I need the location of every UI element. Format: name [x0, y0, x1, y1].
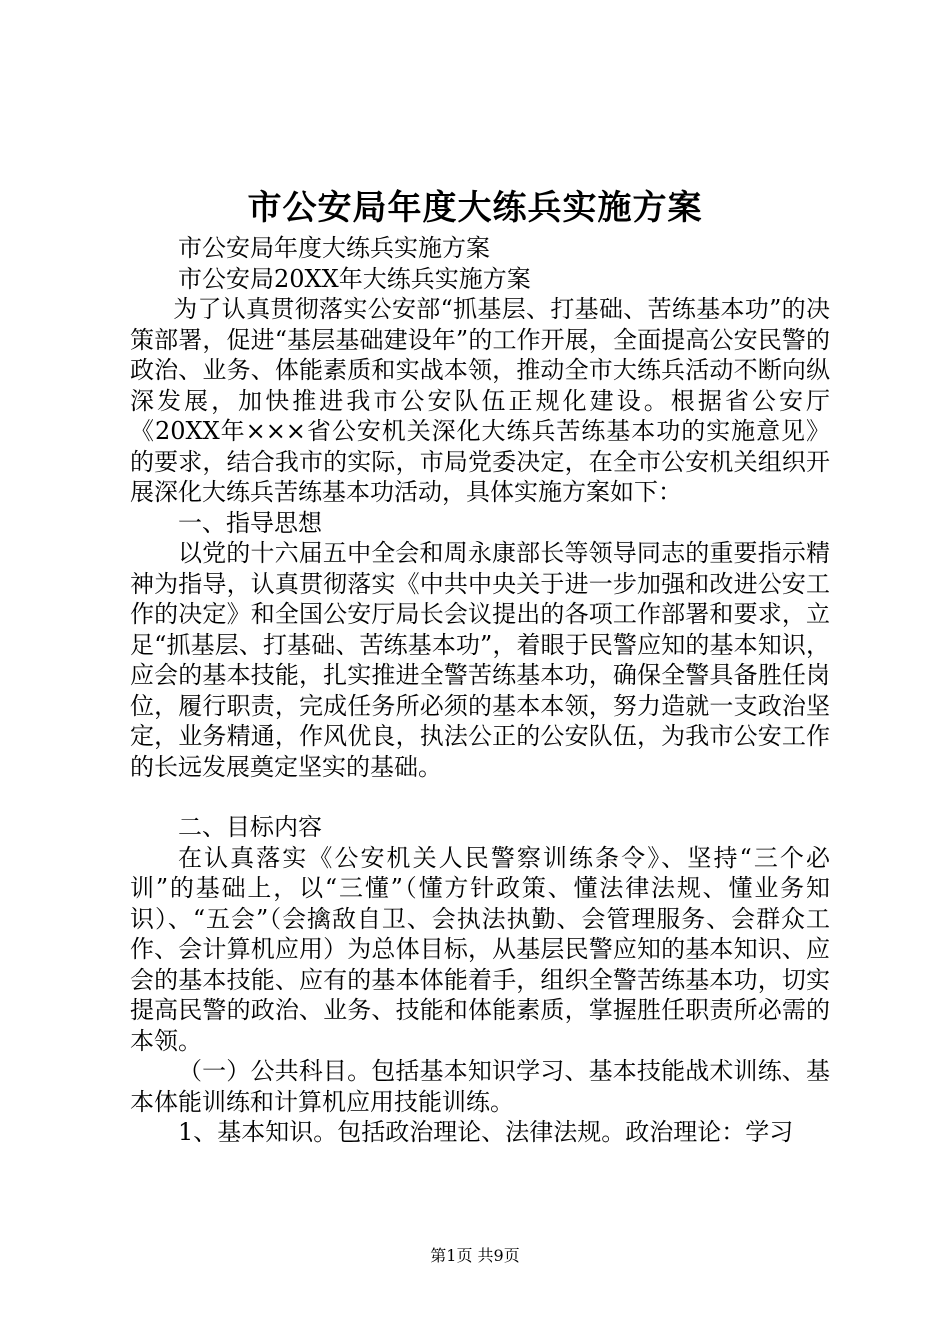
document-title: 市公安局年度大练兵实施方案 — [247, 188, 703, 228]
paragraph-basic-knowledge: 1、基本知识。包括政治理论、法律法规。政治理论：学习 — [178, 1118, 794, 1146]
page-number-footer: 第1页 共9页 — [430, 1246, 520, 1265]
paragraph-subtitle: 市公安局20XX年大练兵实施方案 — [178, 264, 531, 293]
paragraph-heading-repeat: 市公安局年度大练兵实施方案 — [178, 234, 490, 262]
paragraph-goals: 在认真落实《公安机关人民警察训练条令》、坚持“三个必训”的基础上，以“三懂”（懂方针政策、懂法律法规、懂业务知识）、“五会”（会擒敌自卫、会执法执勤、会管理服务、会群众工作、会计算机应用）为总体目标，从基层民警应知的基本知识、应会的基本技能、应有的基本体能着手，组织全警苦练基本功，切实提高民警的政治、业务、技能和体能素质，掌握胜任职责所必需的本领。 — [130, 843, 830, 1055]
paragraph-public-subjects: （一）公共科目。包括基本知识学习、基本技能战术训练、基本体能训练和计算机应用技能训练。 — [130, 1057, 830, 1116]
paragraph-guiding-ideology: 以党的十六届五中全会和周永康部长等领导同志的重要指示精神为指导，认真贯彻落实《中共中央关于进一步加强和改进公安工作的决定》和全国公安厅局长会议提出的各项工作部署和要求，立足“抓基层、打基础、苦练基本功”，着眼于民警应知的基本知识，应会的基本技能，扎实推进全警苦练基本功，确保全警具备胜任岗位，履行职责，完成任务所必须的基本本领，努力造就一支政治坚定，业务精通，作风优良，执法公正的公安队伍，为我市公安工作的长远发展奠定坚实的基础。 — [130, 539, 830, 781]
section-heading-goals: 二、目标内容 — [178, 813, 322, 841]
paragraph-intro: 为了认真贯彻落实公安部“抓基层、打基础、苦练基本功”的决策部署，促进“基层基础建设年”的工作开展，全面提高公安民警的政治、业务、体能素质和实战本领，推动全市大练兵活动不断向纵深发展，加快推进我市公安队伍正规化建设。根据省公安厅《20XX年×××省公安机关深化大练兵苦练基本功的实施意见》的要求，结合我市的实际，市局党委决定，在全市公安机关组织开展深化大练兵苦练基本功活动，具体实施方案如下： — [130, 295, 830, 506]
section-heading-guiding-ideology: 一、指导思想 — [178, 508, 322, 537]
document-body — [130, 233, 830, 1148]
